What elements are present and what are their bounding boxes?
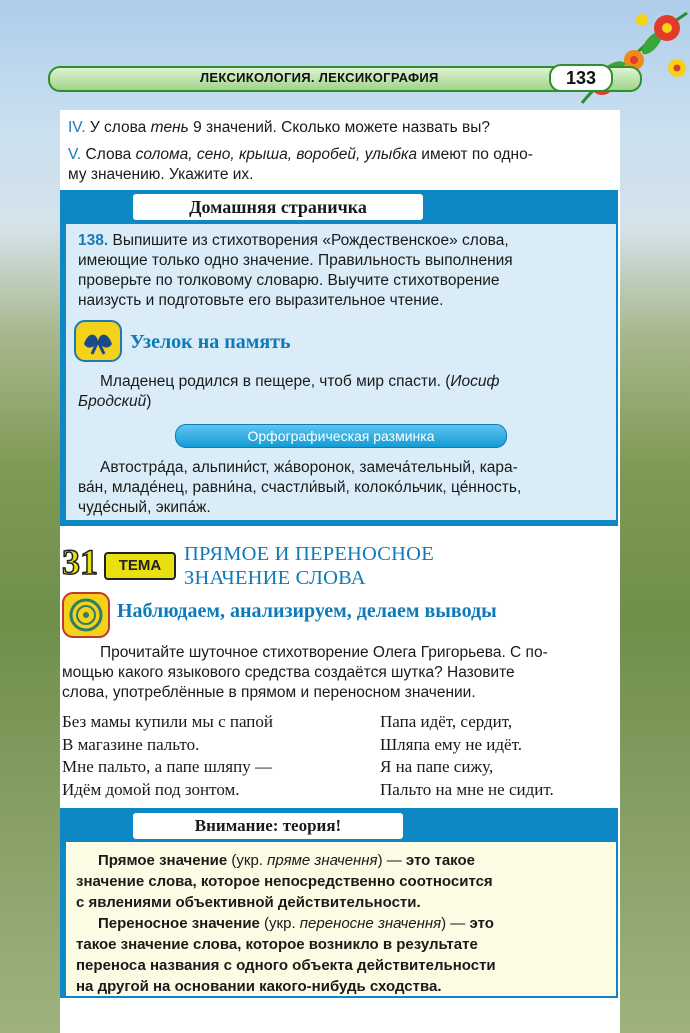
- topic-label: ТЕМА: [104, 552, 176, 580]
- poem-line: Идём домой под зонтом.: [62, 779, 240, 799]
- orth-line2: ва́н, младе́нец, равни́на, счастли́вый, колоко́льчик, це́нность,: [78, 479, 522, 496]
- task-v: V. Слова солома, сено, крыша, воробей, улыбка имеют по одно-: [68, 146, 533, 163]
- theory-p2-line4: на другой на основании какого-нибудь сходства.: [76, 978, 442, 995]
- theory-p2-line3: переноса названия с одного объекта действительности: [76, 957, 496, 974]
- poem-left-column: [62, 711, 273, 801]
- theory-p1-line3: с явлениями объективной действительности.: [76, 894, 421, 911]
- poem-line: Без мамы купили мы с папой: [62, 712, 273, 731]
- homework-title: Домашняя страничка: [133, 194, 423, 220]
- knot-line2: Бродский): [78, 393, 152, 410]
- poem-line: Шляпа ему не идёт.: [380, 734, 522, 754]
- orth-line1: Автостра́да, альпини́ст, жа́воронок, замеча́тельный, кара-: [100, 459, 518, 476]
- exercise-138-line1: 138. Выпишите из стихотворения «Рождественское» слова,: [78, 232, 509, 249]
- exercise-138-line2: имеющие только одно значение. Правильность выполнения: [78, 252, 513, 269]
- task-iv: IV. У слова тень 9 значений. Сколько можете назвать вы?: [68, 119, 490, 136]
- observe-line3: слова, употреблённые в прямом и переносном значении.: [62, 684, 476, 701]
- orth-line3: чуде́сный, экипа́ж.: [78, 499, 211, 516]
- observe-icon: [62, 592, 110, 638]
- topic-title-line1: ПРЯМОЕ И ПЕРЕНОСНОЕ: [184, 543, 434, 565]
- observe-line2: мощью какого языкового средства создаётся шутка? Назовите: [62, 664, 515, 681]
- topic-title-line2: ЗНАЧЕНИЕ СЛОВА: [184, 567, 366, 589]
- theory-p1-line1: Прямое значение (укр. пряме значення) — это такое: [98, 852, 475, 869]
- theory-title: Внимание: теория!: [133, 813, 403, 839]
- exercise-138-line4: наизусть и подготовьте его выразительное чтение.: [78, 292, 444, 309]
- knot-title: Узелок на память: [130, 331, 291, 353]
- task-v-line2: му значению. Укажите их.: [68, 166, 254, 183]
- knot-line1: Младенец родился в пещере, чтоб мир спасти. (Иосиф: [100, 373, 500, 390]
- page-number: 133: [549, 64, 613, 92]
- observe-line1: Прочитайте шуточное стихотворение Олега Григорьева. С по-: [100, 644, 548, 661]
- topic-number: 31: [62, 542, 98, 582]
- theory-p1-line2: значение слова, которое непосредственно соотносится: [76, 873, 493, 890]
- flower-ornament-icon: [572, 8, 690, 108]
- exercise-138-line3: проверьте по толковому словарю. Выучите стихотворение: [78, 272, 500, 289]
- theory-p2-line2: такое значение слова, которое возникло в результате: [76, 936, 478, 953]
- poem-right-column: [380, 711, 554, 801]
- poem-line: Я на папе сижу,: [380, 757, 494, 776]
- poem-line: Мне пальто, а папе шляпу —: [62, 757, 272, 776]
- theory-p2-line1: Переносное значение (укр. переносне значення) — это: [98, 915, 494, 932]
- poem-line: Пальто на мне не сидит.: [380, 779, 554, 799]
- orthography-warmup-title: Орфографическая разминка: [175, 424, 507, 448]
- section-title: ЛЕКСИКОЛОГИЯ. ЛЕКСИКОГРАФИЯ: [200, 70, 439, 85]
- poem-line: Папа идёт, сердит,: [380, 712, 513, 731]
- observe-title: Наблюдаем, анализируем, делаем выводы: [117, 600, 497, 622]
- poem-line: В магазине пальто.: [62, 734, 200, 754]
- knot-icon: [74, 320, 122, 362]
